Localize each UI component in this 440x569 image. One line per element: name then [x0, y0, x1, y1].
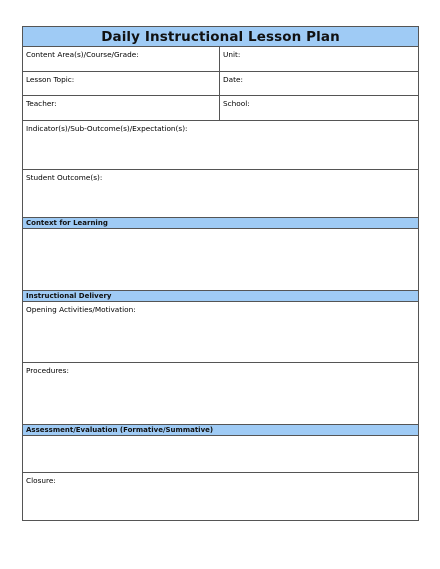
unit-cell[interactable] [220, 47, 418, 71]
opening-activities-field[interactable] [23, 302, 418, 363]
assessment-section-header: Assessment/Evaluation (Formative/Summative) [23, 425, 418, 436]
lesson-plan-form [22, 26, 419, 521]
content-area-label: Content Area(s)/Course/Grade: [26, 50, 139, 59]
teacher-label: Teacher: [26, 99, 57, 108]
school-cell[interactable] [220, 96, 418, 120]
context-section-header: Context for Learning [23, 218, 418, 229]
procedures-field[interactable] [23, 363, 418, 425]
indicators-label: Indicator(s)/Sub-Outcome(s)/Expectation(s): [26, 124, 188, 133]
opening-activities-label: Opening Activities/Motivation: [26, 305, 136, 314]
lesson-topic-label: Lesson Topic: [26, 75, 75, 84]
procedures-label: Procedures: [26, 366, 69, 375]
delivery-section-header: Instructional Delivery [23, 291, 418, 302]
assessment-field[interactable] [23, 436, 418, 473]
context-field[interactable] [23, 229, 418, 291]
unit-label: Unit: [223, 50, 241, 59]
form-title: Daily Instructional Lesson Plan [23, 27, 418, 47]
teacher-school-row [23, 96, 418, 121]
closure-field[interactable] [23, 473, 418, 520]
indicators-field[interactable] [23, 121, 418, 170]
lesson-topic-date-row [23, 72, 418, 96]
content-area-cell[interactable] [23, 47, 220, 71]
teacher-cell[interactable] [23, 96, 220, 120]
closure-label: Closure: [26, 476, 56, 485]
lesson-topic-cell[interactable] [23, 72, 220, 95]
date-label: Date: [223, 75, 243, 84]
student-outcomes-label: Student Outcome(s): [26, 173, 103, 182]
content-area-unit-row [23, 47, 418, 72]
student-outcomes-field[interactable] [23, 170, 418, 218]
date-cell[interactable] [220, 72, 418, 95]
school-label: School: [223, 99, 250, 108]
